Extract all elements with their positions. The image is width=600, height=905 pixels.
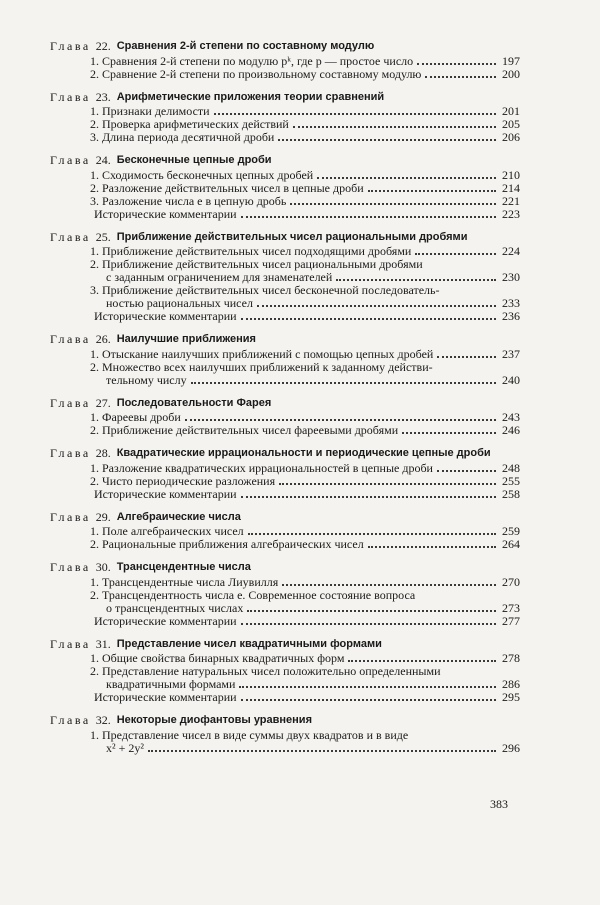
section-list <box>50 169 520 221</box>
chapter-title: Арифметические приложения теории сравнений <box>116 90 385 103</box>
chapter-title: Наилучшие приближения <box>116 333 256 345</box>
toc-entry[interactable] <box>50 691 520 704</box>
leader-dots <box>437 356 496 358</box>
entry-page-number: 200 <box>502 66 520 81</box>
entry-page-number: 295 <box>502 690 520 704</box>
leader-dots <box>214 113 496 115</box>
chapter-title: Приближение действительных чисел рациональными дробями <box>116 230 468 243</box>
chapter <box>50 561 520 628</box>
leader-dots <box>293 126 496 128</box>
section-list <box>50 729 520 755</box>
entry-page-number: 224 <box>502 244 520 258</box>
chapter-label: Глава <box>50 332 91 346</box>
leader-dots <box>248 533 496 535</box>
leader-dots <box>241 496 496 498</box>
chapter-number: 27. <box>95 395 111 410</box>
leader-dots <box>279 483 496 485</box>
entry-page-number: 221 <box>502 193 520 208</box>
toc-entry[interactable] <box>50 462 520 475</box>
page-number: 383 <box>490 797 508 811</box>
entry-title: 1. Фареевы дроби <box>90 410 181 424</box>
leader-dots <box>425 76 496 78</box>
chapter-label: Глава <box>50 560 91 574</box>
chapter <box>50 333 520 387</box>
entry-title: 2. Чисто периодические разложения <box>90 473 276 488</box>
toc-entry[interactable] <box>50 742 520 755</box>
chapter-number: 22. <box>95 39 111 53</box>
entry-title: 2. Представление натуральных чисел положительно определенными <box>90 664 441 678</box>
leader-dots <box>241 318 496 320</box>
entry-title: 2. Приближение действительных чисел рациональными дробями <box>90 257 423 271</box>
toc-entry[interactable] <box>50 729 520 742</box>
leader-dots <box>247 610 496 612</box>
chapter-heading <box>50 40 520 54</box>
chapter <box>50 91 520 145</box>
entry-title: Исторические комментарии <box>94 486 237 501</box>
entry-title: 1. Разложение квадратических иррациональностей в цепные дроби <box>90 460 433 475</box>
chapter-number: 23. <box>95 89 111 104</box>
chapter-title: Сравнения 2-й степени по составному модулю <box>116 40 375 52</box>
entry-title: 2. Сравнение 2-й степени по произвольному составному модулю <box>90 66 422 81</box>
entry-title: 3. Разложение числа e в цепную дробь <box>90 193 287 208</box>
toc-entry[interactable] <box>50 208 520 221</box>
entry-title: Исторические комментарии <box>94 309 237 323</box>
entry-title: 2. Рациональные приближения алгебраических чисел <box>90 537 364 551</box>
entry-title: 3. Приближение действительных чисел бесконечной последователь- <box>90 283 440 297</box>
entry-title: 2. Множество всех наилучших приближений к заданному действи- <box>90 359 433 374</box>
chapter-number: 31. <box>95 636 111 651</box>
entry-page-number: 201 <box>502 104 520 118</box>
chapter <box>50 511 520 552</box>
leader-dots <box>368 546 496 548</box>
leader-dots <box>348 660 496 662</box>
entry-page-number: 240 <box>502 372 520 387</box>
toc-entry[interactable] <box>50 195 520 208</box>
chapter <box>50 154 520 221</box>
entry-page-number: 230 <box>502 270 520 284</box>
leader-dots <box>317 177 496 179</box>
chapter-heading <box>50 397 520 411</box>
chapter-heading <box>50 561 520 575</box>
chapter-heading <box>50 447 520 461</box>
leader-dots <box>185 419 496 421</box>
entry-title: 2. Проверка арифметических действий <box>90 117 289 131</box>
entry-title: квадратичными формами <box>106 677 236 691</box>
entry-title: Исторические комментарии <box>94 613 237 628</box>
chapter <box>50 714 520 755</box>
toc-entry[interactable] <box>50 488 520 501</box>
entry-title: 1. Общие свойства бинарных квадратичных форм <box>90 651 345 665</box>
chapter <box>50 397 520 438</box>
chapter-title: Квадратические иррациональности и периодические цепные дроби <box>116 447 491 459</box>
leader-dots <box>368 190 496 192</box>
section-list <box>50 105 520 144</box>
entry-title: 1. Трансцендентные числа Лиувилля <box>90 574 279 589</box>
entry-title: 1. Приближение действительных чисел подходящими дробями <box>90 244 412 258</box>
entry-title: Исторические комментарии <box>94 690 237 704</box>
toc-entry[interactable] <box>50 310 520 323</box>
entry-title: 2. Трансцендентность числа e. Современное состояние вопроса <box>90 587 416 602</box>
table-of-contents <box>50 40 520 765</box>
entry-page-number: 264 <box>502 537 520 551</box>
entry-page-number: 214 <box>502 180 520 195</box>
chapter-title: Некоторые диофантовы уравнения <box>116 714 312 726</box>
chapter <box>50 40 520 81</box>
entry-page-number: 233 <box>502 296 520 310</box>
leader-dots <box>415 253 496 255</box>
chapter-label: Глава <box>50 39 91 53</box>
entry-page-number: 246 <box>502 423 520 437</box>
entry-title: Исторические комментарии <box>94 206 237 221</box>
chapter-label: Глава <box>50 229 91 244</box>
section-list <box>50 245 520 323</box>
section-list <box>50 652 520 704</box>
chapter-heading <box>50 154 520 168</box>
entry-page-number: 223 <box>502 206 520 221</box>
chapter-number: 30. <box>95 560 111 574</box>
toc-entry[interactable] <box>50 538 520 551</box>
toc-entry[interactable] <box>50 424 520 437</box>
entry-page-number: 210 <box>502 167 520 182</box>
entry-title: 1. Представление чисел в виде суммы двух квадратов и в виде <box>90 727 409 742</box>
leader-dots <box>290 203 496 205</box>
entry-page-number: 206 <box>502 130 520 144</box>
toc-entry[interactable] <box>50 68 520 81</box>
entry-page-number: 277 <box>502 613 520 628</box>
leader-dots <box>417 63 496 65</box>
entry-title: тельному числу <box>106 372 187 387</box>
chapter-title: Последовательности Фарея <box>116 396 272 409</box>
entry-page-number: 197 <box>502 53 520 68</box>
section-list <box>50 525 520 551</box>
entry-title: 2. Разложение действительных чисел в цепные дроби <box>90 180 364 195</box>
leader-dots <box>257 305 496 307</box>
chapter-title: Представление чисел квадратичными формами <box>116 637 382 650</box>
chapter-number: 25. <box>95 229 111 244</box>
entry-title: 1. Отыскание наилучших приближений с помощью цепных дробей <box>90 346 434 361</box>
entry-page-number: 296 <box>502 740 520 755</box>
toc-entry[interactable] <box>50 602 520 615</box>
chapter-label: Глава <box>50 395 91 410</box>
entry-page-number: 278 <box>502 651 520 665</box>
leader-dots <box>437 470 496 472</box>
leader-dots <box>282 584 496 586</box>
chapter <box>50 638 520 705</box>
entry-title: 1. Сходимость бесконечных цепных дробей <box>90 167 314 182</box>
chapter-title: Алгебраические числа <box>116 510 241 523</box>
entry-title: 1. Признаки делимости <box>90 104 210 118</box>
toc-entry[interactable] <box>50 55 520 68</box>
chapter-number: 29. <box>95 509 111 524</box>
chapter-number: 24. <box>95 153 111 167</box>
leader-dots <box>402 432 496 434</box>
toc-entry[interactable] <box>50 348 520 361</box>
entry-page-number: 286 <box>502 677 520 691</box>
entry-title: x² + 2y² <box>106 740 144 755</box>
chapter-label: Глава <box>50 713 91 727</box>
entry-title: 3. Длина периода десятичной дроби <box>90 130 275 144</box>
chapter-label: Глава <box>50 446 91 460</box>
chapter-label: Глава <box>50 509 91 524</box>
chapter-label: Глава <box>50 636 91 651</box>
section-list <box>50 411 520 437</box>
section-list <box>50 348 520 387</box>
chapter-title: Бесконечные цепные дроби <box>116 154 272 166</box>
leader-dots <box>148 750 496 752</box>
entry-page-number: 273 <box>502 600 520 615</box>
chapter-heading <box>50 714 520 728</box>
section-list <box>50 55 520 81</box>
section-list <box>50 576 520 628</box>
entry-page-number: 258 <box>502 486 520 501</box>
entry-page-number: 255 <box>502 473 520 488</box>
toc-entry[interactable] <box>50 169 520 182</box>
toc-entry[interactable] <box>50 361 520 374</box>
entry-page-number: 243 <box>502 410 520 424</box>
chapter-heading <box>50 333 520 347</box>
entry-title: 1. Сравнения 2-й степени по модулю pᵏ, где p — простое число <box>90 53 414 68</box>
section-list <box>50 462 520 501</box>
chapter-number: 26. <box>95 332 111 346</box>
toc-entry[interactable] <box>50 589 520 602</box>
leader-dots <box>241 623 496 625</box>
leader-dots <box>239 686 496 688</box>
entry-title: 1. Поле алгебраических чисел <box>90 524 244 538</box>
toc-entry[interactable] <box>50 374 520 387</box>
leader-dots <box>278 139 496 141</box>
toc-entry[interactable] <box>50 182 520 195</box>
leader-dots <box>241 699 496 701</box>
leader-dots <box>241 216 496 218</box>
chapter-heading <box>50 91 520 105</box>
entry-page-number: 270 <box>502 574 520 589</box>
entry-page-number: 248 <box>502 460 520 475</box>
entry-title: ностью рациональных чисел <box>106 296 253 310</box>
toc-entry[interactable] <box>50 576 520 589</box>
chapter-heading <box>50 231 520 245</box>
entry-title: 2. Приближение действительных чисел фареевыми дробями <box>90 423 399 437</box>
entry-page-number: 259 <box>502 524 520 538</box>
leader-dots <box>191 382 496 384</box>
chapter-number: 32. <box>95 713 111 727</box>
entry-title: с заданным ограничением для знаменателей <box>106 270 333 284</box>
toc-entry[interactable] <box>50 475 520 488</box>
chapter <box>50 231 520 324</box>
toc-entry[interactable] <box>50 615 520 628</box>
toc-entry[interactable] <box>50 131 520 144</box>
chapter-heading <box>50 511 520 525</box>
leader-dots <box>336 279 496 281</box>
chapter-number: 28. <box>95 446 111 460</box>
chapter-heading <box>50 638 520 652</box>
chapter-title: Трансцендентные числа <box>116 561 251 573</box>
chapter-label: Глава <box>50 89 91 104</box>
chapter-label: Глава <box>50 153 91 167</box>
entry-title: о трансцендентных числах <box>106 600 244 615</box>
entry-page-number: 237 <box>502 346 520 361</box>
chapter <box>50 447 520 501</box>
entry-page-number: 236 <box>502 309 520 323</box>
entry-page-number: 205 <box>502 117 520 131</box>
